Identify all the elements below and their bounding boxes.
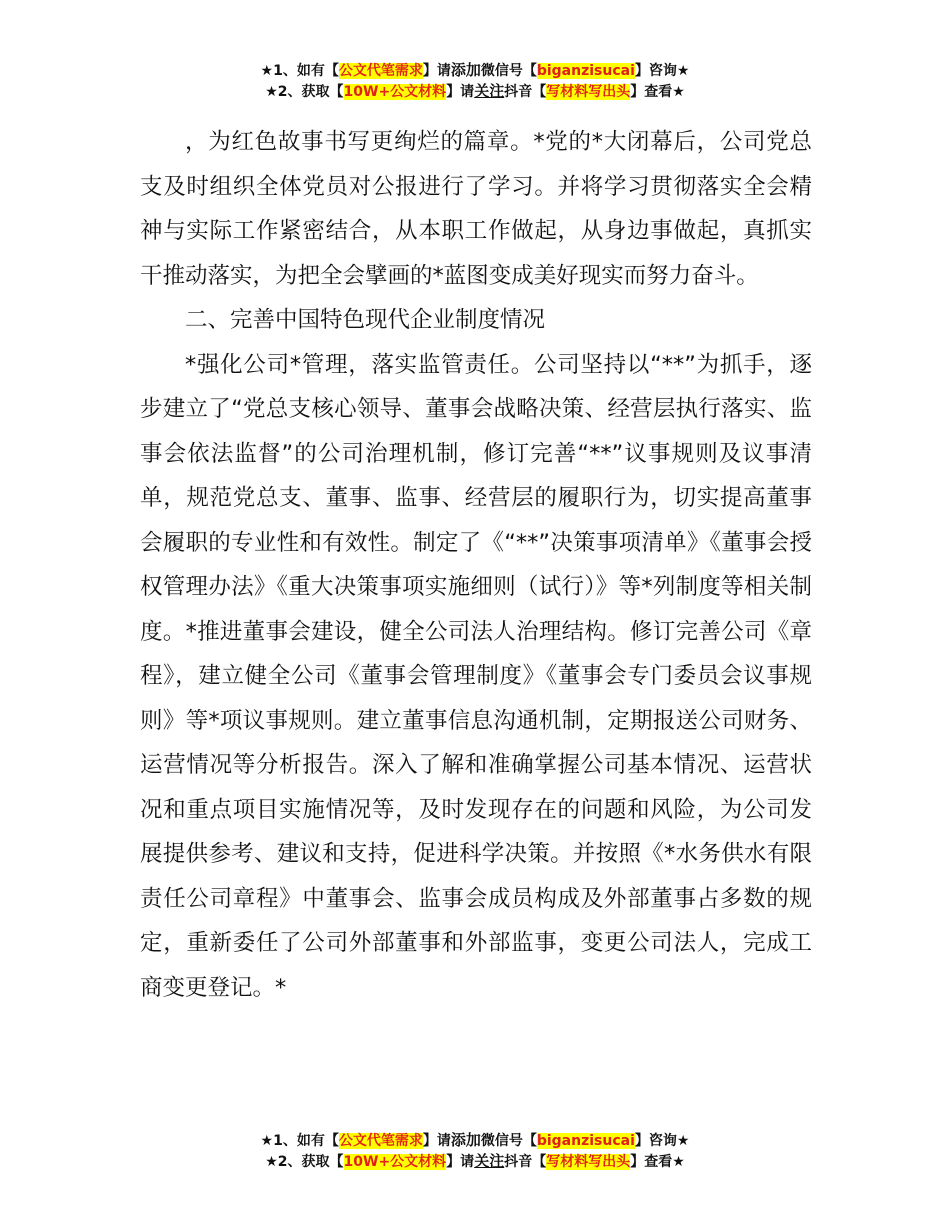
banner-line-1: ★1、如有【公文代笔需求】请添加微信号【biganzisucai】咨询★ [260,61,690,79]
highlight-materials: 10W+公文材料 [343,84,447,100]
paragraph-2: *强化公司*管理，落实监管责任。公司坚持以“**”为抓手，逐步建立了“党总支核心领导、董事会战略决策、经营层执行落实、监事会依法监督”的公司治理机制，修订完善“**”议事规则及议事清单，规范党总支、董事、监事、经营层的履职行为，切实提高董事会履职的专业性和有效性。制定了《“**”决策事项清单》《董事会授权管理办法》《重大决策事项实施细则（试行）》等*列制度等相关制度。*推进董事会建设，健全公司法人治理结构。修订完善公司《章程》，建立健全公司《董事会管理制度》《董事会专门委员会议事规则》等*项议事规则。建立董事信息沟通机制，定期报送公司财务、运营情况等分析报告。深入了解和准确掌握公司基本情况、运营状况和重点项目实施情况等，及时发现存在的问题和风险，为公司发展提供参考、建议和支持，促进科学决策。并按照《*水务供水有限责任公司章程》中董事会、监事会成员构成及外部董事占多数的规定，重新委任了公司外部董事和外部监事，变更公司法人，完成工商变更登记。* [140,351,812,1001]
banner-line-2: ★2、获取【10W+公文材料】请关注抖音【写材料写出头】查看★ [265,1152,685,1170]
banner-line-2: ★2、获取【10W+公文材料】请关注抖音【写材料写出头】查看★ [265,82,685,100]
banner-line-1: ★1、如有【公文代笔需求】请添加微信号【biganzisucai】咨询★ [260,1131,690,1149]
header-banner [0,60,950,102]
highlight-materials: 10W+公文材料 [343,1154,447,1170]
footer-banner [0,1130,950,1172]
section-heading: 二、完善中国特色现代企业制度情况 [185,307,546,333]
paragraph-1: ，为红色故事书写更绚烂的篇章。*党的*大闭幕后，公司党总支及时组织全体党员对公报进行了学习。并将学习贯彻落实全会精神与实际工作紧密结合，从本职工作做起，从身边事做起，真抓实干推动落实，为把全会擘画的*蓝图变成美好现实而努力奋斗。 [140,129,812,289]
highlight-douyin: 写材料写出头 [546,84,631,100]
document-body [140,120,812,1010]
highlight-douyin: 写材料写出头 [546,1154,631,1170]
highlight-service: 公文代笔需求 [338,63,423,79]
highlight-wechat-id: biganzisucai [536,1133,635,1149]
highlight-wechat-id: biganzisucai [536,63,635,79]
highlight-service: 公文代笔需求 [338,1133,423,1149]
